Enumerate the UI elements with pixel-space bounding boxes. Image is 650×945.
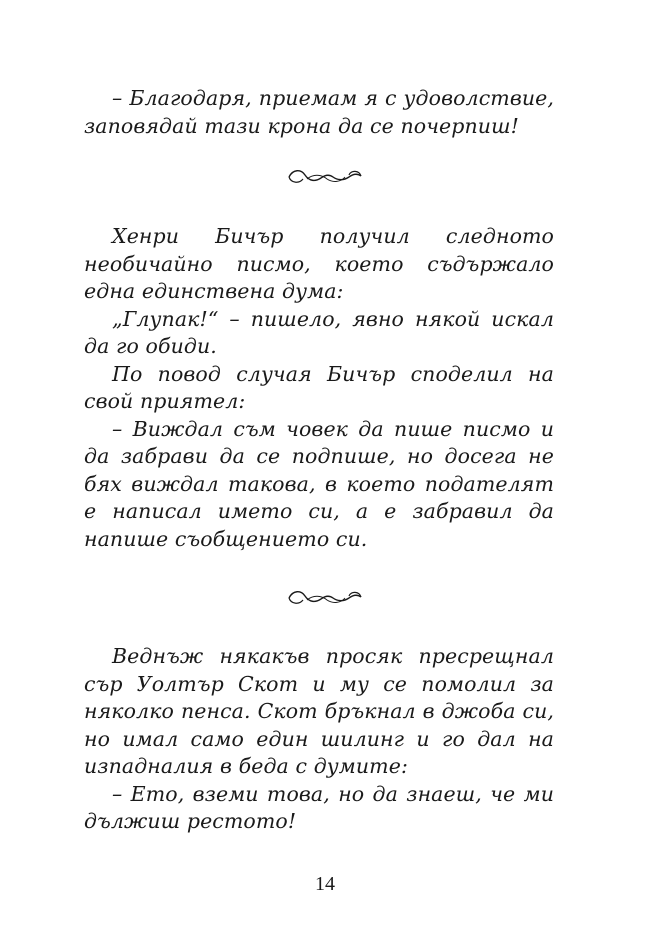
paragraph: – Виждал съм човек да пише писмо и да забрави да се подпише, но досега не бях виждал такова, в което подателят е написал името си, а е забравил да напише съобщението си.	[84, 416, 554, 551]
text-block-1	[84, 85, 554, 140]
page-number: 14	[315, 873, 335, 895]
paragraph: – Ето, вземи това, но да знаеш, че ми дължиш рестото!	[84, 781, 554, 833]
paragraph: Веднъж някакъв просяк пресрещнал сър Уолтър Скот и му се помолил за няколко пенса. Скот бръкнал в джоба си, но имал само един шилинг и го дал на изпадналия в беда с думите:	[84, 644, 554, 778]
paragraph: По повод случая Бичър споделил на свой приятел:	[84, 361, 554, 413]
paragraph: Хенри Бичър получил следното необичайно писмо, което съдържало една единствена дума:	[84, 224, 554, 303]
swash-ornament-icon	[285, 166, 365, 188]
paragraph: „Глупак!“ – пишело, явно някой искал да го обиди.	[84, 306, 554, 358]
text-block-3	[84, 643, 554, 836]
swash-ornament-icon	[285, 587, 365, 609]
text-block-2	[84, 223, 554, 553]
paragraph: – Благодаря, приемам я с удоволствие, заповядай тази крона да се почерпиш!	[84, 86, 554, 138]
